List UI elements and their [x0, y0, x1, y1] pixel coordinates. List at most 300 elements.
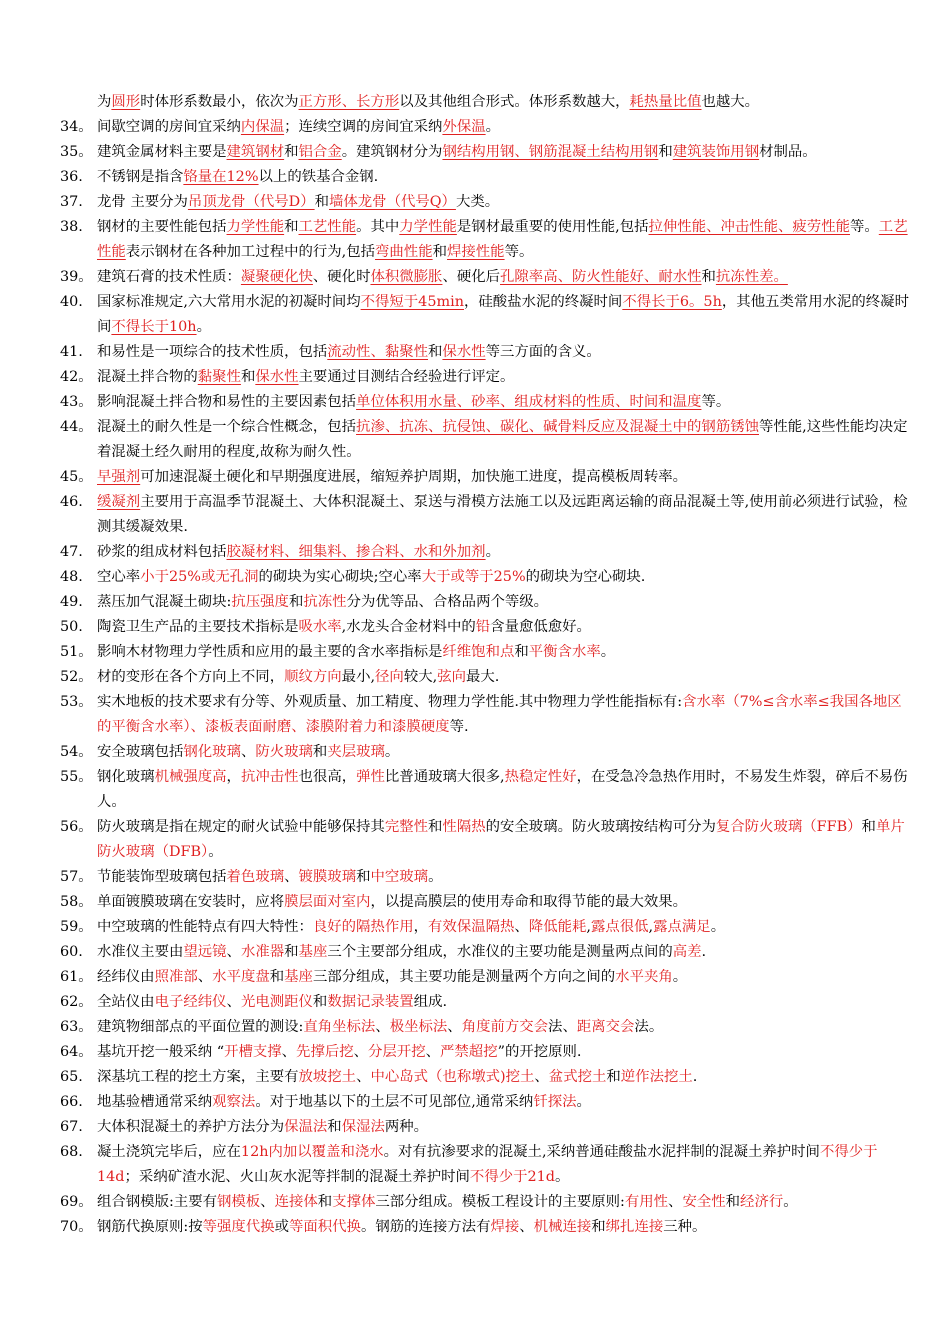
text-run: 或 [274, 1219, 289, 1235]
item-text [97, 340, 916, 365]
text-run: 经纬仪由 [97, 969, 155, 985]
highlighted-term: 抗冲击性 [240, 769, 299, 785]
text-run: 建筑石膏的技术性质： [97, 269, 241, 285]
text-run: 地基验槽通常采纳 [97, 1094, 213, 1110]
highlighted-term: 平衡含水率 [528, 644, 601, 660]
text-run: 最小, [341, 669, 376, 685]
highlighted-term: 单片防火玻璃（DFB） [97, 819, 905, 860]
list-item [60, 815, 916, 865]
highlighted-term: 连接体 [274, 1194, 318, 1210]
item-text [97, 690, 916, 740]
item-text [97, 190, 916, 215]
highlighted-term: 分层开挖 [368, 1044, 426, 1060]
highlighted-term: 性隔热 [442, 819, 486, 835]
item-text [97, 540, 916, 565]
list-item [60, 215, 916, 265]
highlighted-term: 电子经纬仪 [154, 994, 227, 1010]
text-run: 三部分组成，其主要功能是测量两个方向之间的 [312, 969, 616, 985]
text-run: 、 [375, 1019, 390, 1035]
item-text [97, 940, 916, 965]
text-run: . [701, 944, 707, 960]
highlighted-term: 大于或等于25% [421, 569, 526, 585]
text-run: 主要通过目测结合经验进行评定。 [298, 369, 515, 385]
highlighted-term: 不得少于21d [469, 1169, 556, 1185]
highlighted-term: 严禁超挖 [440, 1044, 498, 1060]
item-number: 64。 [60, 1044, 93, 1060]
text-run: 和 [514, 644, 529, 660]
list-item [60, 665, 916, 690]
text-run: 。 [384, 744, 400, 760]
text-run: 。 [485, 119, 501, 135]
highlighted-term: 不得长于6。5h [622, 294, 722, 310]
text-run: 和 [658, 144, 673, 160]
text-run: 法。 [634, 1019, 664, 1035]
text-run: 水准仪主要由 [97, 944, 184, 960]
document-body [60, 90, 916, 1240]
highlighted-term: 早强剂 [97, 469, 141, 485]
highlighted-term: 工艺性能 [298, 219, 357, 235]
text-run: 和 [428, 344, 443, 360]
highlighted-term: 力学性能 [399, 219, 457, 235]
text-run: 表示钢材在各种加工过程中的行为,包括 [125, 244, 376, 260]
text-run: 和 [327, 1119, 342, 1135]
highlighted-term: 建筑钢材 [226, 144, 285, 160]
list-item [60, 1215, 916, 1240]
item-text [97, 1040, 916, 1065]
highlighted-term: 钎探法 [533, 1094, 577, 1110]
highlighted-term: 有效保温隔热 [428, 919, 515, 935]
text-run: 。 [710, 919, 726, 935]
item-text [97, 815, 916, 865]
text-run: 、硬化后 [442, 269, 501, 285]
item-number: 50. [60, 619, 83, 635]
text-run: 蒸压加气混凝土砌块: [97, 594, 232, 610]
list-item [60, 1140, 916, 1190]
item-number: 49. [60, 594, 83, 610]
text-run: 以上的铁基合金钢. [258, 169, 379, 185]
item-number: 48. [60, 569, 83, 585]
list-item [60, 1015, 916, 1040]
highlighted-term: 圆形 [111, 94, 141, 110]
list-item [60, 140, 916, 165]
item-text [97, 1115, 916, 1140]
text-run: 和 [606, 1069, 621, 1085]
item-number: 53。 [60, 694, 93, 710]
item-text [97, 1065, 916, 1090]
highlighted-term: 基座 [298, 944, 328, 960]
text-run: 基坑开挖一般采纳 “ [97, 1044, 225, 1060]
text-run: 。对有抗渗要求的混凝土,采纳普通硅酸盐水泥拌制的混凝土养护时间 [383, 1144, 820, 1160]
list-item [60, 90, 916, 115]
highlighted-term: 胶凝材料、细集料、掺合料、水和外加剂 [226, 544, 486, 560]
text-run: 等三方面的含义。 [485, 344, 601, 360]
list-item [60, 965, 916, 990]
item-text [97, 290, 916, 340]
list-item [60, 365, 916, 390]
item-number: 52。 [60, 669, 93, 685]
highlighted-term: 水平度盘 [212, 969, 270, 985]
item-number: 45。 [60, 469, 93, 485]
item-number: 37. [60, 194, 83, 210]
highlighted-term: 钢结构用钢、钢筋混凝土结构用钢 [442, 144, 659, 160]
list-item [60, 1115, 916, 1140]
item-text [97, 465, 916, 490]
text-run: 三个主要部分组成，水准仪的主要功能是测量两点间的 [327, 944, 673, 960]
list-item [60, 915, 916, 940]
list-item [60, 540, 916, 565]
list-item [60, 465, 916, 490]
text-run: 凝土浇筑完毕后，应在 [97, 1144, 241, 1160]
item-text [97, 415, 916, 465]
text-run: 钢材的主要性能包括 [97, 219, 227, 235]
text-run: 。 [428, 869, 443, 885]
text-run: 和 [240, 369, 256, 385]
highlighted-term: 抗压强度 [231, 594, 289, 610]
text-run: 混凝土的耐久性是一个综合性概念，包括 [97, 419, 357, 435]
highlighted-term: 直角坐标法 [303, 1019, 376, 1035]
text-run: 。 [485, 544, 500, 560]
highlighted-term: 不得短于45min [360, 294, 465, 310]
text-run: 分为优等品、合格品两个等级。 [346, 594, 549, 610]
text-run: 组合钢模版:主要有 [97, 1194, 217, 1210]
text-run: 、 [668, 1194, 683, 1210]
highlighted-term: 铅 [475, 619, 491, 635]
text-run: ”的开挖原则. [497, 1044, 582, 1060]
text-run: 等。 [850, 219, 879, 235]
item-number: 42。 [60, 369, 93, 385]
text-run: 混凝土拌合物的 [97, 369, 198, 385]
text-run: 和 [312, 744, 328, 760]
text-run: 国家标准规定,六大常用水泥的初凝时间均 [97, 294, 361, 310]
item-number: 59。 [60, 919, 93, 935]
text-run: 陶瓷卫生产品的主要技术指标是 [97, 619, 299, 635]
highlighted-term: 内保温 [240, 119, 285, 135]
item-number: 40. [60, 294, 83, 310]
text-run: 等。 [701, 394, 731, 410]
text-run: 时体形系数最小，依次为 [140, 94, 299, 110]
highlighted-term: 焊接性能 [447, 244, 505, 260]
text-run: 、 [356, 1069, 371, 1085]
text-run: 、 [240, 744, 256, 760]
text-run: 影响木材物理力学性质和应用的最主要的含水率指标是 [97, 644, 443, 660]
list-item [60, 640, 916, 665]
item-number: 68. [60, 1144, 83, 1160]
item-text [97, 165, 916, 190]
item-text [97, 390, 916, 415]
list-item [60, 1190, 916, 1215]
text-run: 中空玻璃的性能特点有四大特性： [97, 919, 313, 935]
item-text [97, 140, 916, 165]
highlighted-term: 含水率（7%≤含水率≤我国各地区的平衡含水率）、漆板表面耐磨、漆膜附着力和漆膜硬度 [97, 694, 902, 735]
text-run: 和 [591, 1219, 606, 1235]
highlighted-term: 照准部 [154, 969, 198, 985]
highlighted-term: 有用性 [624, 1194, 669, 1210]
text-run: ， [413, 919, 429, 935]
highlighted-term: 机械强度高 [154, 769, 227, 785]
highlighted-term: 中心岛式（也称墩式)挖土 [370, 1069, 535, 1085]
text-run: 两种。 [384, 1119, 429, 1135]
highlighted-term: 力学性能 [226, 219, 285, 235]
list-item [60, 1065, 916, 1090]
list-item [60, 865, 916, 890]
text-run: 的砌块为实心砌块;空心率 [258, 569, 422, 585]
item-number: 66. [60, 1094, 83, 1110]
list-item [60, 390, 916, 415]
highlighted-term: 钢模板 [216, 1194, 261, 1210]
highlighted-term: 正方形、长方形 [298, 94, 400, 110]
list-item [60, 890, 916, 915]
highlighted-term: 防火玻璃 [255, 744, 313, 760]
highlighted-term: 建筑装饰用钢 [672, 144, 760, 160]
item-number: 67. [60, 1119, 83, 1135]
highlighted-term: 保温法 [284, 1119, 328, 1135]
text-run: 和 [725, 1194, 741, 1210]
text-run: 法、 [548, 1019, 577, 1035]
list-item [60, 340, 916, 365]
highlighted-term: 开槽支撑 [224, 1044, 282, 1060]
text-run: 深基坑工程的挖土方案，主要有 [97, 1069, 299, 1085]
highlighted-term: 高差 [672, 944, 702, 960]
text-run: 、 [425, 1044, 441, 1060]
highlighted-term: 抗渗、抗冻、抗侵蚀、碳化、碱骨料反应及混凝土中的钢筋锈蚀 [356, 419, 759, 435]
highlighted-term: 完整性 [384, 819, 429, 835]
list-item [60, 690, 916, 740]
item-number: 51。 [60, 644, 93, 660]
item-text [97, 1215, 916, 1240]
item-number: 61。 [60, 969, 93, 985]
text-run: 。 [196, 319, 211, 335]
highlighted-term: 顺纹方向 [284, 669, 342, 685]
item-text [97, 640, 916, 665]
highlighted-term: 缓凝剂 [97, 494, 141, 510]
item-number: 56。 [60, 819, 93, 835]
highlighted-term: 着色玻璃 [226, 869, 285, 885]
highlighted-term: 观察法 [212, 1094, 256, 1110]
item-number: 60. [60, 944, 83, 960]
item-number: 43。 [60, 394, 93, 410]
text-run: 节能装饰型玻璃包括 [97, 869, 227, 885]
text-run: 。 [555, 1169, 570, 1185]
text-run: 龙骨 主要分为 [97, 194, 188, 210]
highlighted-term: 钢化玻璃 [183, 744, 241, 760]
text-run: 空心率 [97, 569, 141, 585]
text-run: ， [226, 769, 241, 785]
highlighted-term: 焊接 [490, 1219, 520, 1235]
list-item [60, 190, 916, 215]
text-run: 也很高， [298, 769, 357, 785]
list-item [60, 490, 916, 540]
highlighted-term: 不得长于10h [111, 319, 197, 335]
list-item [60, 1090, 916, 1115]
highlighted-term: 纤维饱和点 [442, 644, 515, 660]
highlighted-term: 极坐标法 [389, 1019, 448, 1035]
list-item [60, 765, 916, 815]
highlighted-term: 绑扎连接 [605, 1219, 664, 1235]
highlighted-term: 工艺性能 [97, 219, 908, 260]
text-run: ；采纳矿渣水泥、火山灰水泥等拌制的混凝土养护时间 [124, 1169, 470, 1185]
highlighted-term: 复合防火玻璃（FFB） [715, 819, 862, 835]
text-run: 和易性是一项综合的技术性质，包括 [97, 344, 328, 360]
item-text [97, 890, 916, 915]
highlighted-term: 抗冻性 [303, 594, 347, 610]
highlighted-term: 放坡挖土 [298, 1069, 357, 1085]
text-run: 影响混凝土拌合物和易性的主要因素包括 [97, 394, 357, 410]
item-number: 58。 [60, 894, 93, 910]
text-run: 和 [861, 819, 876, 835]
highlighted-term: 12h内加以覆盖和浇水 [240, 1144, 384, 1160]
text-run: 和 [428, 819, 443, 835]
highlighted-term: 降低能耗 [528, 919, 587, 935]
text-run: 建筑物细部点的平面位置的测设: [97, 1019, 304, 1035]
text-run: 、 [514, 919, 529, 935]
text-run: 、 [281, 1044, 297, 1060]
highlighted-term: 经济行 [740, 1194, 784, 1210]
text-run: 和 [317, 1194, 333, 1210]
text-run: 最大. [465, 669, 500, 685]
item-text [97, 865, 916, 890]
text-run: 的砌块为空心砌块. [525, 569, 646, 585]
text-run: . [692, 1069, 698, 1085]
highlighted-term: 露点很低 [590, 919, 649, 935]
text-run: 。 [208, 844, 223, 860]
item-text [97, 115, 916, 140]
highlighted-term: 抗冻性差。 [715, 269, 788, 285]
text-run: 。钢筋的连接方法有 [360, 1219, 491, 1235]
item-number: 35。 [60, 144, 93, 160]
item-text [97, 365, 916, 390]
text-run: 、 [353, 1044, 369, 1060]
text-run: 和 [314, 194, 329, 210]
text-run: 。对于地基以下的土层不可见部位,通常采纳 [255, 1094, 534, 1110]
text-run: 和 [284, 144, 299, 160]
text-run: 也越大。 [701, 94, 760, 110]
list-item [60, 265, 916, 290]
text-run: 和 [432, 244, 447, 260]
text-run: 防火玻璃是指在规定的耐火试验中能够保持其 [97, 819, 385, 835]
text-run: ,水龙头合金材料中的 [341, 619, 476, 635]
text-run: 、 [197, 969, 213, 985]
item-number [60, 90, 97, 115]
item-number: 55。 [60, 769, 93, 785]
highlighted-term: 数据记录装置 [327, 994, 414, 1010]
item-text [97, 90, 916, 115]
item-text [97, 740, 916, 765]
text-run: 是钢材最重要的使用性能,包括 [456, 219, 649, 235]
text-run: 、 [447, 1019, 462, 1035]
item-text [97, 215, 916, 265]
highlighted-term: 体积微膨胀 [370, 269, 443, 285]
highlighted-term: 不得少于14d [97, 1144, 878, 1185]
item-text [97, 765, 916, 815]
highlighted-term: 黏聚性 [197, 369, 241, 385]
highlighted-term: 弹性 [356, 769, 385, 785]
list-item [60, 1040, 916, 1065]
text-run: 和 [356, 869, 371, 885]
highlighted-term: 单位体积用水量、砂率、组成材料的性质、时间和温度 [356, 394, 702, 410]
text-run: 、 [226, 944, 241, 960]
text-run: 、 [260, 1194, 275, 1210]
text-run: 。建筑钢材分为 [341, 144, 443, 160]
text-run: 和 [288, 594, 304, 610]
text-run: 。其中 [356, 219, 400, 235]
item-text [97, 915, 916, 940]
highlighted-term: 铬量在12% [183, 169, 259, 185]
highlighted-term: 膜层面对室内 [284, 894, 371, 910]
text-run: 、 [519, 1219, 534, 1235]
text-run: 为 [97, 94, 112, 110]
text-run: 等。 [504, 244, 534, 260]
text-run: 和 [701, 269, 716, 285]
text-run: 和 [312, 994, 328, 1010]
text-run: 实木地板的技术要求有分等、外观质量、加工精度、物理力学性能.其中物理力学性能指标有: [97, 694, 683, 710]
list-item [60, 940, 916, 965]
item-number: 63。 [60, 1019, 93, 1035]
item-text [97, 1090, 916, 1115]
item-text [97, 265, 916, 290]
text-run: 。 [576, 1094, 591, 1110]
highlighted-term: 孔隙率高、防火性能好、耐水性 [500, 269, 702, 285]
text-run: 和 [284, 219, 299, 235]
text-run: 大类。 [455, 194, 500, 210]
highlighted-term: 径向 [375, 669, 404, 685]
highlighted-term: 弯曲性能 [375, 244, 433, 260]
text-run: 钢筋代换原则:按 [97, 1219, 203, 1235]
list-item [60, 740, 916, 765]
text-run: 。 [672, 969, 688, 985]
highlighted-term: 墙体龙骨（代号Q） [329, 194, 456, 210]
text-run: 等. [449, 719, 469, 735]
text-run: ，其他五类常用水泥的终凝时间 [97, 294, 909, 335]
item-text [97, 1140, 916, 1190]
text-run: 三部分组成。模板工程设计的主要原则: [375, 1194, 625, 1210]
text-run: 组成. [413, 994, 448, 1010]
text-run: 材制品。 [759, 144, 817, 160]
text-run: 比普通玻璃大很多, [384, 769, 505, 785]
text-run: 不锈钢是指含 [97, 169, 184, 185]
text-run: 建筑金属材料主要是 [97, 144, 227, 160]
item-number: 44。 [60, 419, 93, 435]
text-run: 。 [600, 644, 616, 660]
text-run: 等性能,这些性能均决定着混凝土经久耐用的程度,故称为耐久性。 [97, 419, 908, 460]
highlighted-term: 机械连接 [533, 1219, 592, 1235]
text-run: 较大, [403, 669, 438, 685]
text-run: 、 [534, 1069, 549, 1085]
text-run: 大体积混凝土的养护方法分为 [97, 1119, 285, 1135]
highlighted-term: 水平夹角 [615, 969, 673, 985]
item-number: 62。 [60, 994, 93, 1010]
item-text [97, 965, 916, 990]
highlighted-term: 支撑体 [332, 1194, 376, 1210]
highlighted-term: 等强度代换 [202, 1219, 275, 1235]
highlighted-term: 水准器 [240, 944, 285, 960]
highlighted-term: 保湿法 [341, 1119, 385, 1135]
highlighted-term: 保水性 [255, 369, 299, 385]
list-item [60, 165, 916, 190]
text-run: ；连续空调的房间宜采纳 [284, 119, 443, 135]
text-run: 钢化玻璃 [97, 769, 155, 785]
text-run: ，在受急冷急热作用时，不易发生炸裂，碎后不易伤人。 [97, 769, 908, 810]
list-item [60, 415, 916, 465]
list-item [60, 615, 916, 640]
item-number: 54。 [60, 744, 93, 760]
highlighted-term: 角度前方交会 [461, 1019, 549, 1035]
list-item [60, 290, 916, 340]
text-run: 砂浆的组成材料包括 [97, 544, 227, 560]
highlighted-term: 吸水率 [298, 619, 342, 635]
text-run: 和 [284, 944, 299, 960]
highlighted-term: 拉伸性能、冲击性能、疲劳性能 [648, 219, 850, 235]
text-run: 安全玻璃包括 [97, 744, 184, 760]
